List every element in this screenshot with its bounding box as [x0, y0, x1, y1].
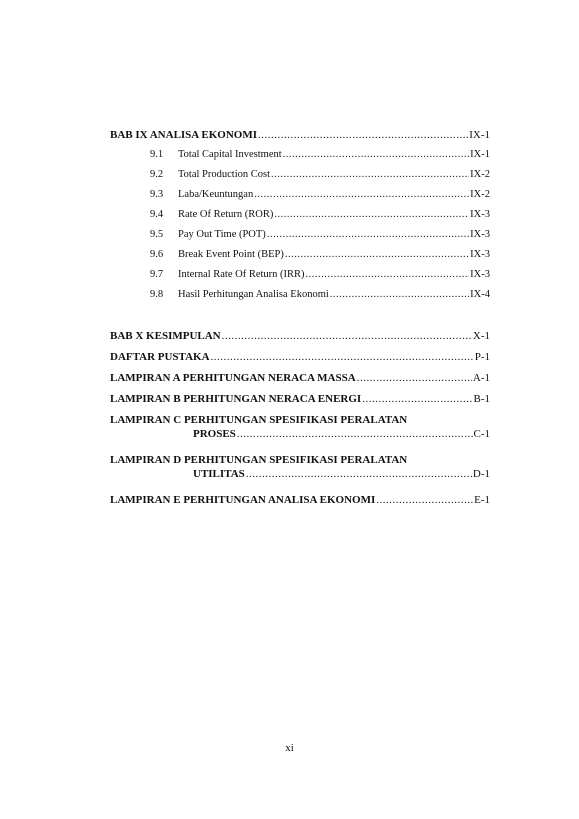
- toc-entry-title: DAFTAR PUSTAKA: [110, 351, 210, 363]
- dot-leader: [283, 148, 470, 162]
- section-title: Total Capital Investment: [178, 149, 282, 160]
- dot-leader: [376, 493, 473, 507]
- section-page: IX-2: [470, 189, 490, 200]
- toc-chapter-10: [110, 329, 490, 343]
- toc-entry-page: E-1: [474, 494, 490, 506]
- section-number: 9.7: [150, 269, 164, 280]
- toc-lampiran-d: [110, 453, 490, 481]
- toc-entry-title-line2: UTILITAS: [193, 468, 245, 480]
- toc-entry-page: C-1: [473, 428, 490, 440]
- toc-entry-title-line2: PROSES: [193, 428, 236, 440]
- section-page: IX-4: [470, 289, 490, 300]
- toc-section-9-2: [110, 168, 490, 182]
- toc-entry-title-line1: LAMPIRAN D PERHITUNGAN SPESIFIKASI PERALATAN: [110, 454, 408, 466]
- dot-leader: [258, 128, 468, 142]
- section-number: 9.8: [150, 289, 164, 300]
- section-number: 9.6: [150, 249, 164, 260]
- section-number: 9.5: [150, 229, 164, 240]
- toc-entry-page: B-1: [473, 393, 490, 405]
- toc-lampiran-e: [110, 493, 490, 507]
- section-number: 9.1: [150, 149, 164, 160]
- section-page: IX-3: [470, 269, 490, 280]
- section-title: Break Event Point (BEP): [178, 249, 284, 260]
- dot-leader: [211, 350, 474, 364]
- section-page: IX-3: [470, 209, 490, 220]
- toc-lampiran-b: [110, 392, 490, 406]
- toc-section-9-6: [110, 248, 490, 262]
- toc-entry-title: LAMPIRAN A PERHITUNGAN NERACA MASSA: [110, 372, 356, 384]
- section-page: IX-3: [470, 249, 490, 260]
- toc-section-9-3: [110, 188, 490, 202]
- toc-entry-page: IX-1: [469, 129, 490, 141]
- toc-entry-title-line1: LAMPIRAN C PERHITUNGAN SPESIFIKASI PERALATAN: [110, 414, 408, 426]
- dot-leader: [285, 248, 469, 262]
- toc-entry-title: LAMPIRAN E PERHITUNGAN ANALISA EKONOMI: [110, 494, 376, 506]
- toc-lampiran-a: [110, 371, 490, 385]
- dot-leader: [274, 208, 469, 222]
- toc-entry-page: D-1: [472, 468, 490, 480]
- dot-leader: [254, 188, 469, 202]
- toc-entry-page: A-1: [472, 372, 490, 384]
- page-number: xi: [285, 742, 294, 754]
- section-number: 9.3: [150, 189, 164, 200]
- section-page: IX-2: [470, 169, 490, 180]
- section-title: Rate Of Return (ROR): [178, 209, 274, 220]
- toc-entry-line2: [110, 467, 490, 481]
- dot-leader: [357, 371, 472, 385]
- section-page: IX-3: [470, 229, 490, 240]
- dot-leader: [267, 228, 469, 242]
- section-page: IX-1: [470, 149, 490, 160]
- toc-section-9-8: [110, 288, 490, 302]
- table-of-contents: [110, 128, 490, 507]
- dot-leader: [222, 329, 472, 343]
- dot-leader: [330, 288, 469, 302]
- toc-section-9-4: [110, 208, 490, 222]
- toc-entry-page: X-1: [472, 330, 490, 342]
- toc-chapter-9: [110, 128, 490, 142]
- toc-entry-title: LAMPIRAN B PERHITUNGAN NERACA ENERGI: [110, 393, 362, 405]
- section-title: Hasil Perhitungan Analisa Ekonomi: [178, 289, 329, 300]
- section-title: Internal Rate Of Return (IRR): [178, 269, 305, 280]
- section-title: Pay Out Time (POT): [178, 229, 266, 240]
- dot-leader: [271, 168, 469, 182]
- toc-entry-title: BAB X KESIMPULAN: [110, 330, 221, 342]
- toc-entry-page: P-1: [474, 351, 490, 363]
- dot-leader: [306, 268, 470, 282]
- section-title: Total Production Cost: [178, 169, 271, 180]
- dot-leader: [246, 467, 472, 481]
- toc-lampiran-c: [110, 413, 490, 441]
- toc-entry-line2: [110, 427, 490, 441]
- dot-leader: [237, 427, 473, 441]
- toc-section-9-7: [110, 268, 490, 282]
- toc-daftar-pustaka: [110, 350, 490, 364]
- section-number: 9.4: [150, 209, 164, 220]
- dot-leader: [362, 392, 472, 406]
- toc-section-9-5: [110, 228, 490, 242]
- section-number: 9.2: [150, 169, 164, 180]
- section-title: Laba/Keuntungan: [178, 189, 254, 200]
- toc-entry-title: BAB IX ANALISA EKONOMI: [110, 129, 258, 141]
- toc-section-9-1: [110, 148, 490, 162]
